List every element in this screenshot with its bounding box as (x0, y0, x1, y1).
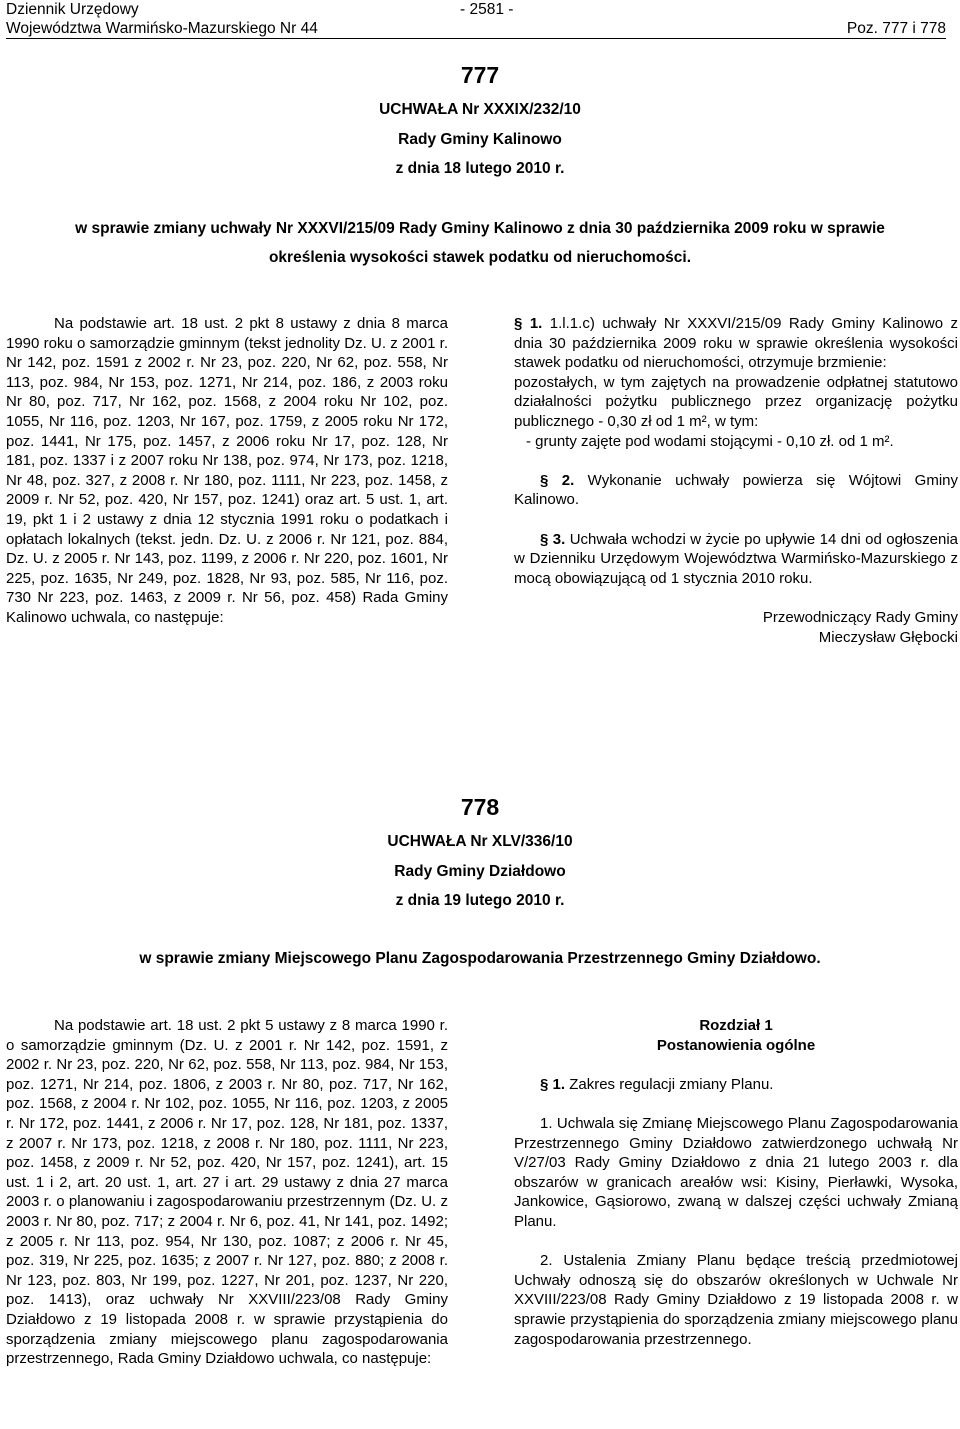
act-778-title: UCHWAŁA Nr XLV/336/10 (387, 833, 573, 850)
act-777-section-3: § 3. Uchwała wchodzi w życie po upływie 14 dni od ogłoszenia w Dzienniku Urzędowym Województwa Warmińsko-Mazurskiego z mocą obowiązującą od 1 stycznia 2010 roku. (514, 530, 958, 587)
act-777-date: z dnia 18 lutego 2010 r. (395, 160, 565, 177)
act-778-preamble: Na podstawie art. 18 ust. 2 pkt 5 ustawy z 8 marca 1990 r. o samorządzie gminnym (Dz. U. z 2001 r. Nr 142, poz. 1591, z 2002 r. Nr 23, poz. 220, Nr 62, poz. 558, Nr 113, poz. 984, Nr 153, poz. 1271, Nr 214, poz. 1806, z 2003 r. Nr 80, poz. 717, Nr 162, poz. 1568, z 2004 r. Nr 102, poz. 1055, Nr 116, poz. 1203, z 2005 r. Nr 172, poz. 1441, z 2006 r. Nr 17, poz. 128, Nr 181, poz. 1337, z 2007 r. Nr 173, poz. 1218, z 2008 r. Nr 180, poz. 1111, Nr 223, poz. 1458, z 2009 r. Nr 52, poz. 420, Nr 157, poz. 1241), art. 15 ust. 1 i 2, art. 20 ust. 1, art. 27 i art. 29 ustawy z dnia 27 marca 2003 r. o planowaniu i zagospodarowaniu przestrzennym (Dz. U. z 2003 r. Nr 80, poz. 717; z 2004 r. Nr 6, poz. 41, Nr 141, poz. 1492; z 2005 r. Nr 113, poz. 954, Nr 130, poz. 1087; z 2006 r. Nr 45, poz. 319, Nr 225, poz. 1635; z 2007 r. Nr 127, poz. 880; z 2008 r. Nr 123, poz. 803, Nr 199, poz. 1227, Nr 201, poz. 1237, Nr 220, poz. 1413), oraz uchwały Nr XXVIII/223/08 Rady Gminy Działdowo z 19 listopada 2008 r. w sprawie przystąpienia do sporządzenia zmiany miejscowego planu zagospodarowania przestrzennego, Rada Gminy Działdowo uchwala, co następuje: (6, 1017, 448, 1368)
chapter-title: Postanowienia ogólne (656, 1036, 816, 1054)
act-777-section-1-text: pozostałych, w tym zajętych na prowadzenie odpłatnej statutowo działalności pożytku publicznego przez organizację pożytku publicznego - 0,30 zł od 1 m², w tym: (514, 373, 958, 430)
act-777-preamble: Na podstawie art. 18 ust. 2 pkt 8 ustawy z dnia 8 marca 1990 roku o samorządzie gminnym (tekst jednolity Dz. U. z 2001 r. Nr 142, poz. 1591 z 2002 r. Nr 23, poz. 220, Nr 62, poz. 558, Nr 113, poz. 984, Nr 153, poz. 1271, Nr 214, poz. 186, z 2003 roku Nr 80, poz. 717, Nr 162, poz. 1568, z 2004 roku Nr 102, poz. 1055, Nr 116, poz. 1203, Nr 167, poz. 1759, z 2005 roku Nr 172, poz. 1441, Nr 175, poz. 1457, z 2006 roku Nr 17, poz. 128, Nr 181, poz. 1337 i z 2007 roku Nr 138, poz. 974, Nr 173, poz. 1218, Nr 48, poz. 327, z 2008 r. Nr 180, poz. 1111, Nr 223, poz. 1458, z 2009 r. Nr 52, poz. 420, Nr 157, poz. 1241) oraz art. 5 ust. 1, art. 19, pkt 1 i 2 ustawy z dnia 12 stycznia 1991 roku o podatkach i opłatach lokalnych (tekst. jedn. Dz. U. z 2006 r. Nr 121, poz. 884, Dz. U. z 2005 r. Nr 143, poz. 1199, z 2006 r. Nr 220, poz. 1601, Nr 225, poz. 1635, Nr 249, poz. 1828, Nr 93, poz. 585, Nr 116, poz. 730 Nr 223, poz. 1463, z 2009 r. Nr 56, poz. 458) Rada Gminy Kalinowo uchwala, co następuje: (6, 315, 448, 626)
act-777-issuer: Rady Gminy Kalinowo (398, 131, 562, 148)
section-sign-2: § 2. (540, 471, 575, 489)
journal-region: Województwa Warmińsko-Mazurskiego Nr 44 (6, 20, 318, 37)
act-777-subject-1: w sprawie zmiany uchwały Nr XXXVI/215/09 Rady Gminy Kalinowo z dnia 30 października 2009 roku w sprawie (75, 220, 885, 237)
act-777-subject-2: określenia wysokości stawek podatku od nieruchomości. (268, 249, 692, 266)
act-778-number: 778 (460, 794, 500, 820)
act-778-section-1: § 1. Zakres regulacji zmiany Planu. (540, 1075, 774, 1093)
section-sign-3: § 3. (540, 530, 566, 548)
signature-role: Przewodniczący Rady Gminy (762, 608, 958, 626)
act-777-right-column (514, 314, 958, 647)
header-left (6, 0, 318, 38)
page-header (6, 0, 946, 39)
chapter-heading: Rozdział 1 (699, 1017, 773, 1034)
signature-name: Mieczysław Głębocki (818, 628, 958, 646)
act-777-section-1: § 1. 1.l.1.c) uchwały Nr XXXVI/215/09 Rady Gminy Kalinowo z dnia 30 października 2009 roku w sprawie określenia wysokości stawek podatku od nieruchomości, otrzymuje brzmienie: (514, 315, 959, 372)
act-778-paragraph-2: 2. Ustalenia Zmiany Planu będące treścią przedmiotowej Uchwały odnoszą się do obszarów określonych w Uchwale Nr XXVIII/223/08 Rady Gminy Działdowo z 19 listopada 2008 r. w sprawie przystąpienia do sporządzenia zmiany miejscowego planu zagospodarowania przestrzennego. (514, 1252, 958, 1348)
act-778-subject: w sprawie zmiany Miejscowego Planu Zagospodarowania Przestrzennego Gminy Działdowo. (139, 950, 821, 967)
act-778-issuer: Rady Gminy Działdowo (394, 863, 566, 880)
act-778-date: z dnia 19 lutego 2010 r. (395, 892, 565, 909)
act-778-right-column (514, 1016, 958, 1349)
section-sign-1: § 1. (514, 315, 543, 332)
act-777-section-2: § 2. Wykonanie uchwały powierza się Wójtowi Gminy Kalinowo. (514, 471, 958, 509)
act-777-section-1-item: - grunty zajęte pod wodami stojącymi - 0,10 zł. od 1 m². (526, 432, 894, 450)
journal-name: Dziennik Urzędowy (6, 1, 139, 18)
position-numbers: Poz. 777 i 778 (846, 20, 946, 37)
section-sign-1b: § 1. (540, 1075, 566, 1093)
act-777-title: UCHWAŁA Nr XXXIX/232/10 (379, 101, 581, 118)
page-number: - 2581 - (460, 1, 514, 18)
act-777-number: 777 (460, 62, 500, 88)
act-778-paragraph-1: 1. Uchwala się Zmianę Miejscowego Planu Zagospodarowania Przestrzennego Gminy Działdowo zatwierdzonego uchwałą Nr V/27/03 Rady Gminy Działdowo z dnia 21 lutego 2003 r. dla obszarów w granicach areałów wsi: Kisiny, Pierławki, Wysoka, Jankowice, Gąsiorowo, zwaną w dalszej części uchwały Zmianą Planu. (514, 1114, 958, 1230)
